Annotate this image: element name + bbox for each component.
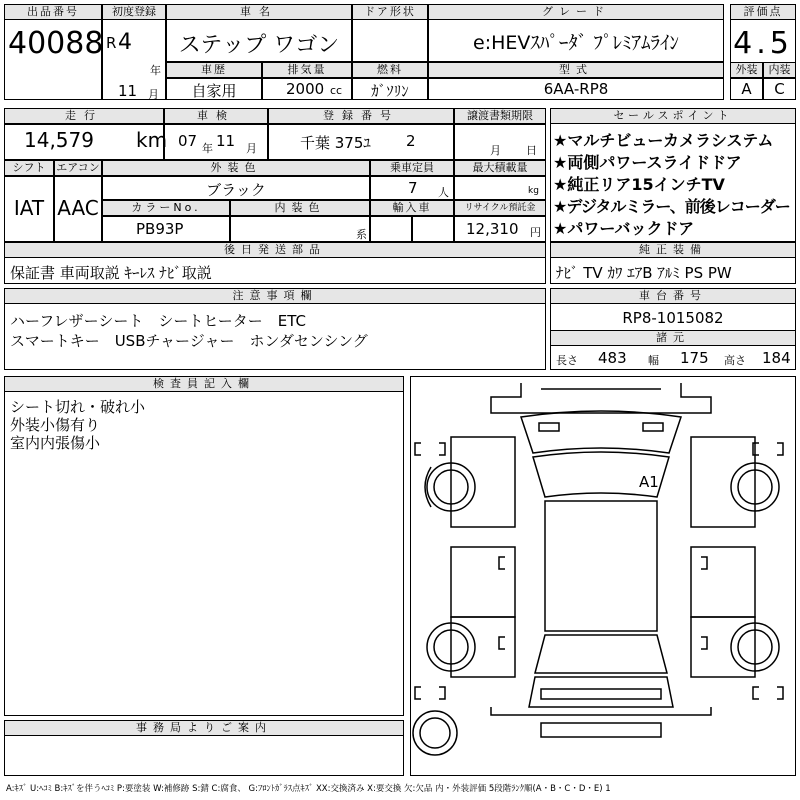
shift-value: IAT xyxy=(13,196,45,220)
equipment-header: 純正装備 xyxy=(550,242,796,258)
import-cell-a xyxy=(370,216,412,242)
int-color-header: 内装色 xyxy=(230,200,370,216)
height-label: 高さ xyxy=(724,354,746,367)
grade-value: e:HEVｽﾊﾟｰﾀﾞ ﾌﾟﾚﾐｱﾑﾗｲﾝ xyxy=(473,32,679,54)
sales-item-2: ★両側パワースライドドア xyxy=(553,153,742,172)
sales-item-1: ★マルチビューカメラシステム xyxy=(553,131,774,150)
fuel-header: 燃料 xyxy=(352,62,428,78)
import-header: 輸入車 xyxy=(370,200,454,216)
score-value: 4.5 xyxy=(733,26,793,61)
int-color-cell xyxy=(230,216,370,242)
recycle-header: リサイクル預託金 xyxy=(454,200,546,216)
shift-header: シフト xyxy=(4,160,54,176)
reg-number-2: 2 xyxy=(406,132,416,150)
ac-header: エアコン xyxy=(54,160,102,176)
inspector-header: 検査員記入欄 xyxy=(4,376,404,392)
damage-mark-a1: A1 xyxy=(639,473,659,491)
damage-diagram xyxy=(410,376,796,776)
month-number: 11 xyxy=(118,82,138,100)
insp-year: 07 xyxy=(178,132,198,150)
later-parts-value: 保証書 車両取説 ｷｰﾚｽ ﾅﾋﾞ取説 xyxy=(10,264,212,282)
sales-header: セールスポイント xyxy=(550,108,796,124)
dims-header: 諸元 xyxy=(550,330,796,346)
month-unit: 月 xyxy=(148,88,159,101)
capacity-value: 7 xyxy=(408,179,418,197)
mileage-unit: km xyxy=(136,128,168,152)
inspector-line-2: 外装小傷有り xyxy=(10,416,101,434)
interior-header: 内装 xyxy=(763,62,796,78)
car-outline xyxy=(411,377,795,775)
inspector-line-3: 室内内張傷小 xyxy=(10,434,101,452)
history-value: 自家用 xyxy=(191,82,237,100)
displacement-value: 2000 xyxy=(286,80,325,98)
height-value: 184 xyxy=(762,349,791,367)
sales-item-3: ★純正リア15インチTV xyxy=(553,175,725,194)
later-parts-header: 後日発送部品 xyxy=(4,242,546,258)
office-header: 事務局よりご案内 xyxy=(4,720,404,736)
color-no-value: PB93P xyxy=(136,220,184,238)
transfer-month: 月 xyxy=(490,144,501,157)
inspection-header: 車検 xyxy=(164,108,268,124)
chassis-header: 車台番号 xyxy=(550,288,796,304)
exterior-grade: A xyxy=(741,80,752,98)
year-unit: 年 xyxy=(150,64,161,77)
model-value: 6AA-RP8 xyxy=(543,80,609,98)
sales-item-4: ★デジタルミラー、前後レコーダー xyxy=(553,197,790,216)
legend-text: A:ｷｽﾞ U:ﾍｺﾐ B:ｷｽﾞを伴うﾍｺﾐ P:要塗装 W:補修跡 S:錆 C:腐食、 G:ﾌﾛﾝﾄｶﾞﾗｽ点ｷｽﾞ XX:交換済み X:要交換 欠:欠品 内・外装評価 5段階ﾗﾝｸ順(A・B・C・D・E) 1 xyxy=(6,784,611,794)
era: R xyxy=(106,34,117,52)
recycle-unit: 円 xyxy=(530,226,541,239)
lot-header: 出品番号 xyxy=(4,4,102,20)
transfer-header: 譲渡書類期限 xyxy=(454,108,546,124)
history-header: 車歴 xyxy=(166,62,262,78)
recycle-value: 12,310 xyxy=(466,220,519,238)
first-reg-header: 初度登録 xyxy=(102,4,166,20)
model-header: 型式 xyxy=(428,62,724,78)
displacement-unit: cc xyxy=(330,84,343,97)
reg-number: 千葉 375ﾕ xyxy=(300,134,371,152)
insp-month: 11 xyxy=(216,132,236,150)
mileage-value: 14,579 xyxy=(24,128,94,152)
reg-header: 登録番号 xyxy=(268,108,454,124)
car-name: ステップ ワゴン xyxy=(178,33,340,58)
insp-month-unit: 月 xyxy=(246,142,257,155)
import-cell-b xyxy=(412,216,454,242)
ext-color-header: 外装色 xyxy=(102,160,370,176)
color-no-header: カラーNo. xyxy=(102,200,230,216)
exterior-header: 外装 xyxy=(730,62,763,78)
displacement-header: 排気量 xyxy=(262,62,352,78)
notes-line-2: スマートキー USBチャージャー ホンダセンシング xyxy=(10,332,368,350)
fuel-value: ｶﾞｿﾘﾝ xyxy=(371,82,409,100)
ac-value: AAC xyxy=(57,196,99,220)
width-label: 幅 xyxy=(648,354,659,367)
notes-header: 注意事項欄 xyxy=(4,288,546,304)
grade-header: グレード xyxy=(428,4,724,20)
capacity-unit: 人 xyxy=(438,186,449,199)
score-header: 評価点 xyxy=(730,4,796,20)
interior-grade: C xyxy=(774,80,785,98)
width-value: 175 xyxy=(680,349,709,367)
transfer-day: 日 xyxy=(526,144,537,157)
year-number: 4 xyxy=(118,30,132,55)
ext-color-value: ブラック xyxy=(206,181,266,199)
equipment-value: ﾅﾋﾞ TV ｶﾜ ｴｱB ｱﾙﾐ PS PW xyxy=(556,264,732,282)
car-name-header: 車名 xyxy=(166,4,352,20)
mileage-header: 走行 xyxy=(4,108,164,124)
insp-year-unit: 年 xyxy=(202,142,213,155)
max-load-header: 最大積載量 xyxy=(454,160,546,176)
chassis-value: RP8-1015082 xyxy=(622,309,724,327)
sales-item-5: ★パワーバックドア xyxy=(553,219,695,238)
inspector-line-1: シート切れ・破れ小 xyxy=(10,398,146,416)
notes-line-1: ハーフレザーシート シートヒーター ETC xyxy=(10,312,306,330)
lot-number: 40088 xyxy=(8,26,104,61)
door-header: ドア形状 xyxy=(352,4,428,20)
max-load-unit: kg xyxy=(528,186,539,196)
length-label: 長さ xyxy=(556,354,578,367)
length-value: 483 xyxy=(598,349,627,367)
capacity-header: 乗車定員 xyxy=(370,160,454,176)
int-color-unit: 系 xyxy=(356,228,367,241)
